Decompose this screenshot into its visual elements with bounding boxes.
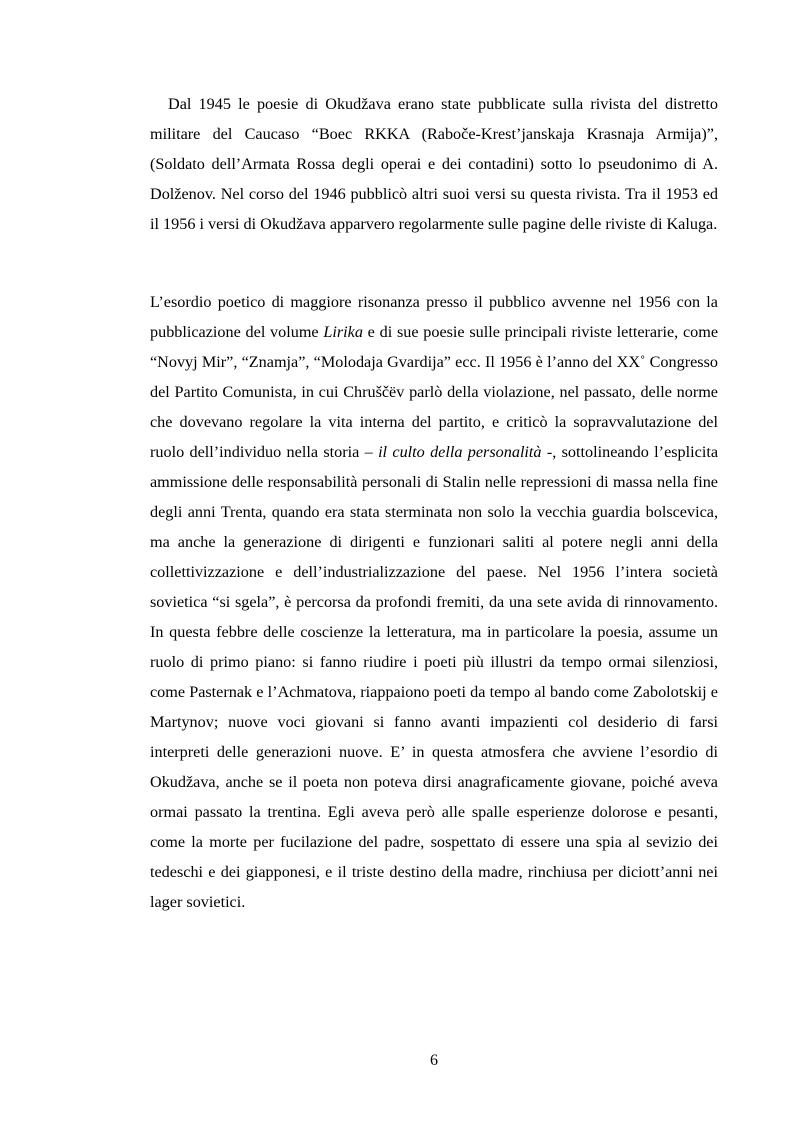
paragraph-2-text-c: -, sottolineando l’esplicita ammissione delle responsabilità personali di Stalin nelle repressioni di massa nella fine degli anni Trenta, quando era stata sterminata non solo la vecchia guardia bolscevica, ma anche la generazione di dirigenti e funzionari saliti al potere negli anni della collettivizzazione e dell’industrializzazione del paese. Nel 1956 l’intera società sovietica “si sgela”, è percorsa da profondi fremiti, da una sete avida di rinnovamento. In questa febbre delle coscienze la letteratura, ma in particolare la poesia, assume un ruolo di primo piano: si fanno riudire i poeti più illustri da tempo ormai silenziosi, come Pasternak e l’Achmatova, riappaiono poeti da tempo al bando come Zabolotskij e Martynov; nuove voci giovani si fanno avanti impazienti col desiderio di farsi interpreti delle generazioni nuove. E’ in questa atmosfera che avviene l’esordio di Okudžava, anche se il poeta non poteva dirsi anagraficamente giovane, poiché aveva ormai passato la trentina. Egli aveva però alle spalle esperienze dolorose e pesanti, come la morte per fucilazione del padre, sospettato di essere una spia al sevizio dei tedeschi e dei giapponesi, e il triste destino della madre, rinchiusa per diciott’anni nei lager sovietici. xyxy=(150,443,719,911)
paragraph-esordio-1956 xyxy=(150,287,718,917)
page-number: 6 xyxy=(430,1052,438,1069)
italic-lirika: Lirika xyxy=(323,323,363,341)
italic-culto-personalita: il culto della personalità xyxy=(378,443,542,461)
paragraph-2-text-b: e di sue poesie sulle principali riviste letterarie, come “Novyj Mir”, “Znamja”, “Molodaja Gvardija” ecc. Il 1956 è l’anno del XX˚ Congresso del Partito Comunista, in cui Chruščëv parlò della violazione, nel passato, delle norme che dovevano regolare la vita interna del partito, e criticò la sopravvalutazione del ruolo dell’individuo nella storia – xyxy=(150,323,719,461)
paragraph-2-text-a: L’esordio poetico di maggiore risonanza presso il pubblico avvenne nel 1956 con la pubblicazione del volume xyxy=(150,293,718,341)
paragraph-okudzava-1945: Dal 1945 le poesie di Okudžava erano state pubblicate sulla rivista del distretto militare del Caucaso “Boec RKKA (Raboče-Krest’janskaja Krasnaja Armija)”, (Soldato dell’Armata Rossa degli operai e dei contadini) sotto lo pseudonimo di A. Dolženov. Nel corso del 1946 pubblicò altri suoi versi su questa rivista. Tra il 1953 ed il 1956 i versi di Okudžava apparvero regolarmente sulle pagine delle riviste di Kaluga. xyxy=(150,95,718,233)
